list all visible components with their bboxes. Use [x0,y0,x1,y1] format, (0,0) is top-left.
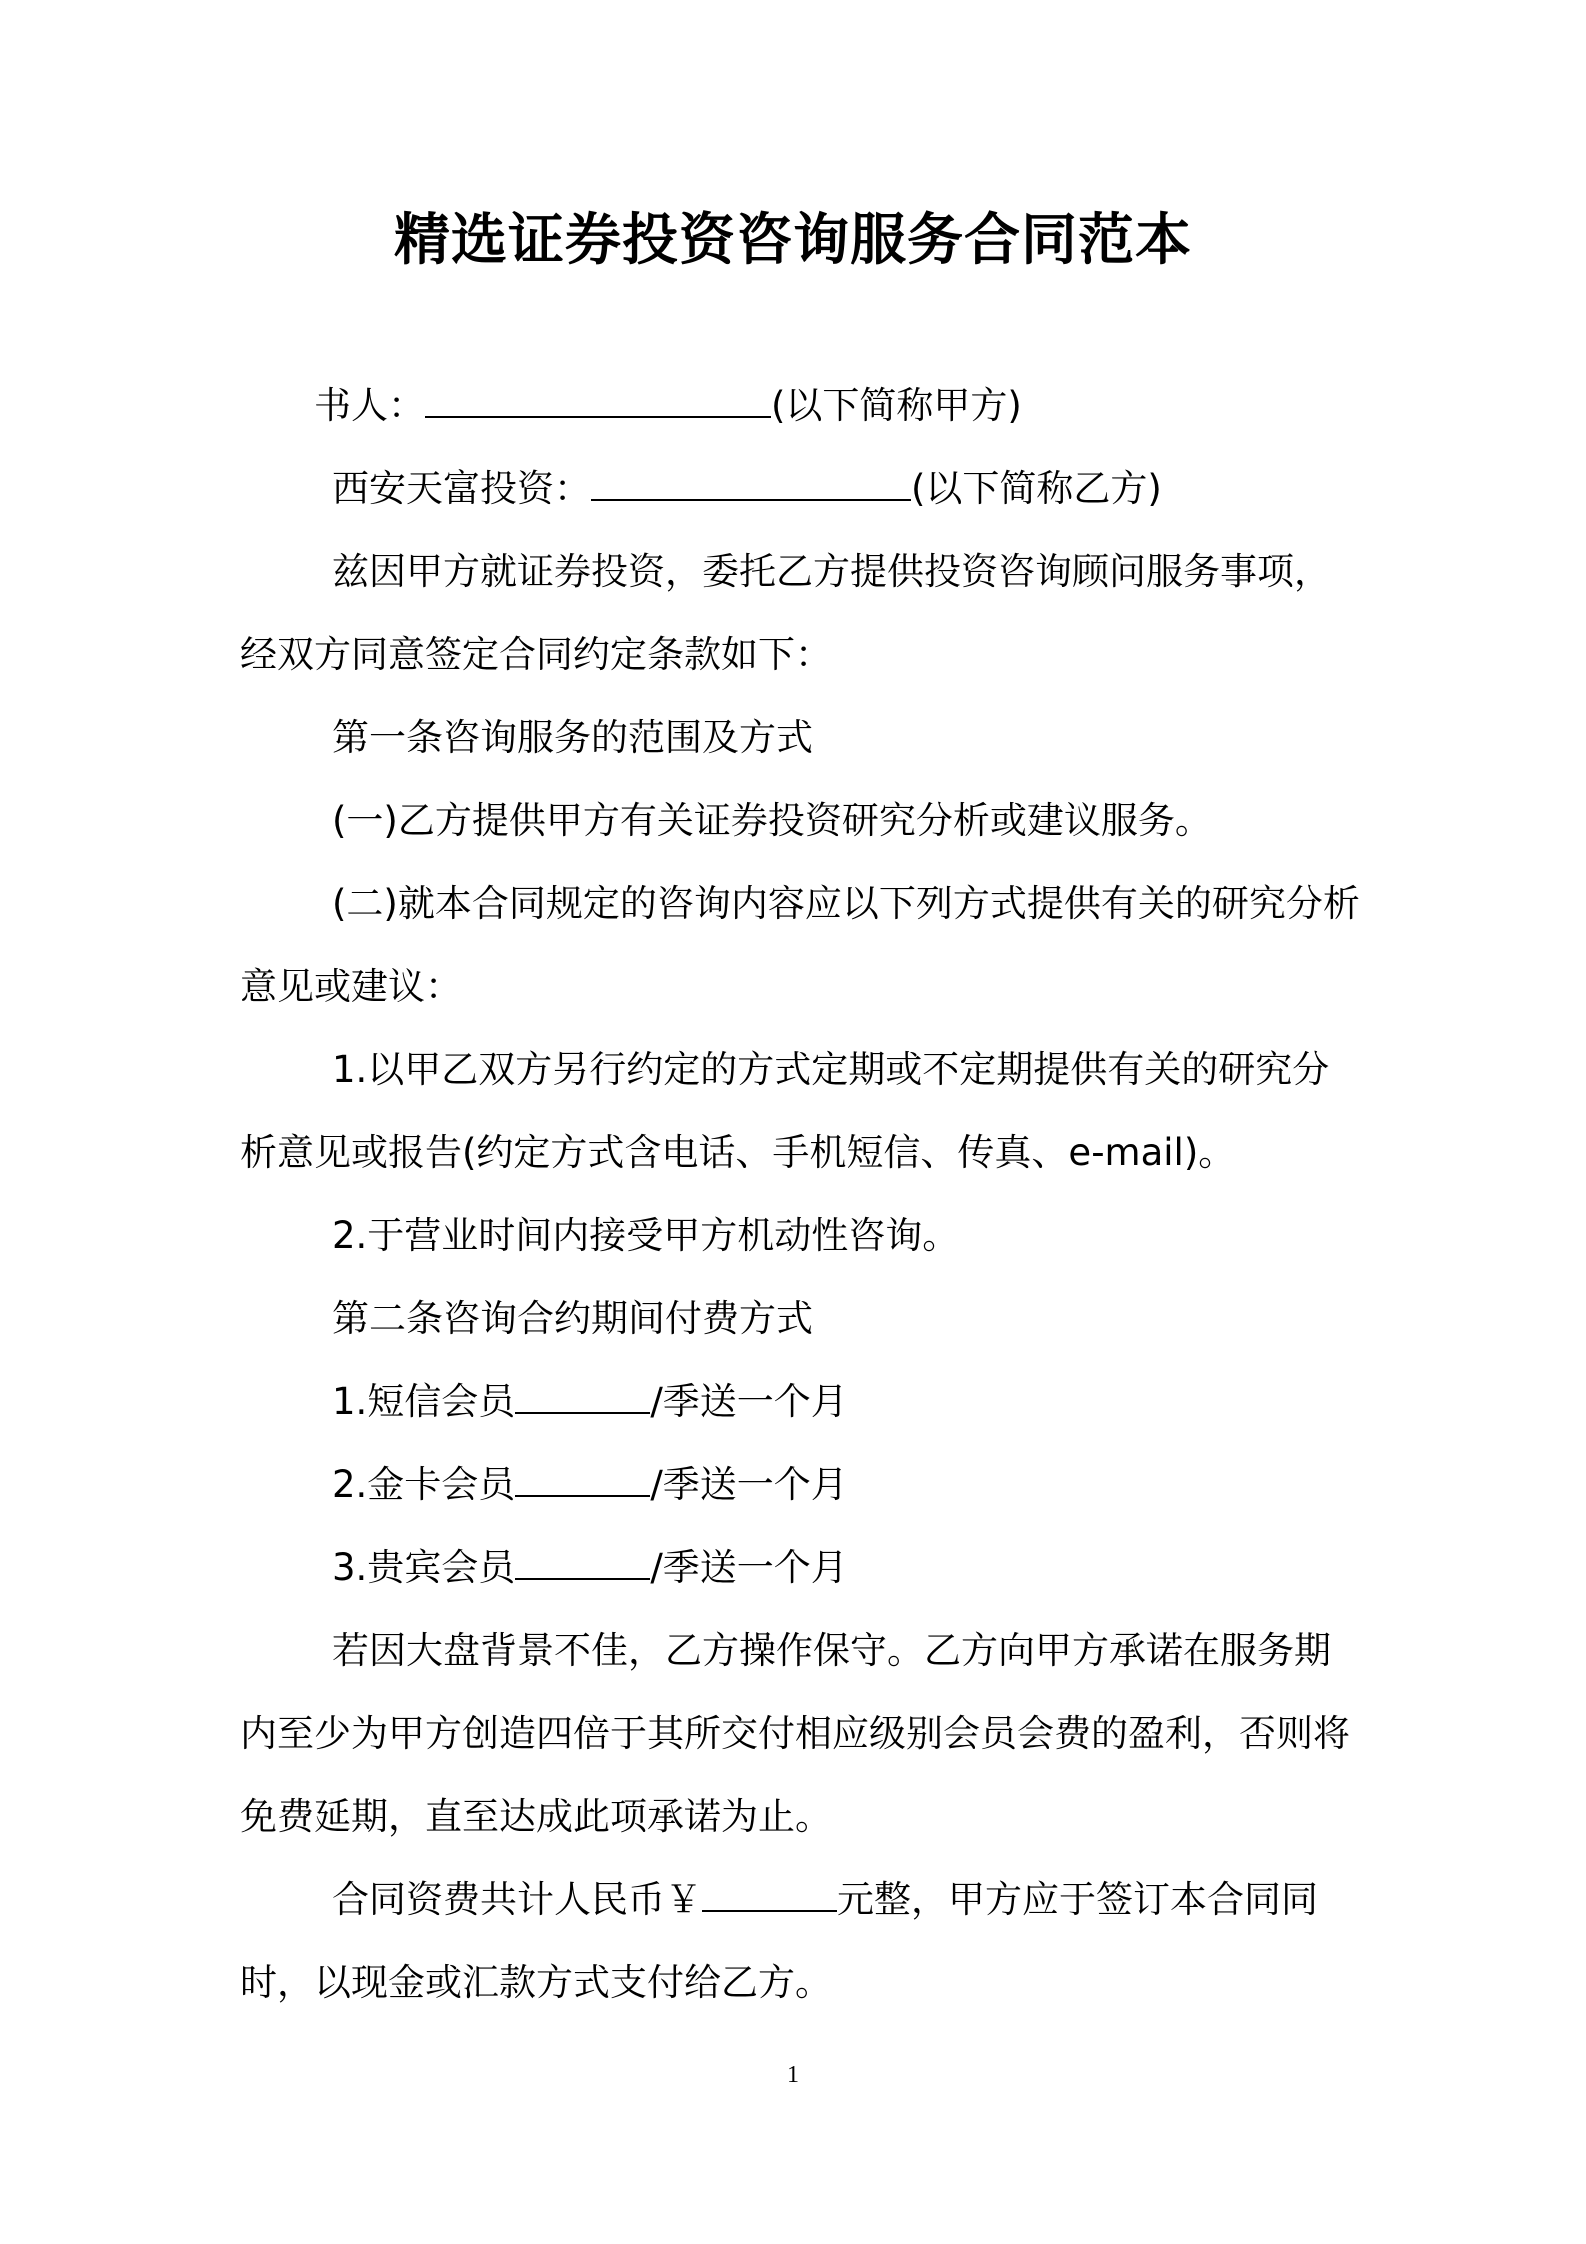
fee-suffix: /季送一个月 [650,1546,848,1589]
fee-blank [515,1465,650,1497]
fee-blank [515,1382,650,1414]
party-b-blank [591,469,911,501]
payment-blank [702,1880,837,1912]
party-a-line [240,364,1360,447]
fee-line-vip [240,1526,1360,1609]
contract-body [240,364,1360,2024]
page-number: 1 [787,2062,799,2088]
document-title: 精选证券投资咨询服务合同范本 [394,208,1192,273]
payment-suffix: 元整，甲方应于签订本合同同时，以现金或汇款方式支付给乙方。 [240,1878,1318,2004]
fee-label: 2.金卡会员 [332,1463,516,1506]
fee-line-sms [240,1360,1360,1443]
article1-sub1: 1.以甲乙双方另行约定的方式定期或不定期提供有关的研究分析意见或报告(约定方式含电话、手机短信、传真、e-mail)。 [240,1048,1330,1174]
article1-item2: (二)就本合同规定的咨询内容应以下列方式提供有关的研究分析意见或建议： [240,882,1360,1008]
article2-heading: 第二条咨询合约期间付费方式 [332,1297,813,1340]
fee-suffix: /季送一个月 [650,1380,848,1423]
preamble-paragraph: 兹因甲方就证券投资，委托乙方提供投资咨询顾问服务事项，经双方同意签定合同约定条款如下： [240,550,1331,676]
fee-suffix: /季送一个月 [650,1463,848,1506]
promise-paragraph: 若因大盘背景不佳，乙方操作保守。乙方向甲方承诺在服务期内至少为甲方创造四倍于其所交付相应级别会员会费的盈利，否则将免费延期，直至达成此项承诺为止。 [240,1629,1350,1838]
fee-blank [515,1548,650,1580]
party-a-label: 书人： [314,384,425,427]
party-b-suffix: (以下简称乙方) [911,467,1162,510]
payment-paragraph [240,1858,1360,2024]
fee-label: 3.贵宾会员 [332,1546,516,1589]
party-b-line [240,447,1360,530]
party-a-blank [425,386,771,418]
party-b-label: 西安天富投资： [332,467,591,510]
article1-item1: (一)乙方提供甲方有关证券投资研究分析或建议服务。 [332,799,1212,842]
party-a-suffix: (以下简称甲方) [771,384,1022,427]
fee-label: 1.短信会员 [332,1380,516,1423]
fee-line-gold [240,1443,1360,1526]
payment-prefix: 合同资费共计人民币￥ [332,1878,702,1921]
article1-sub2: 2.于营业时间内接受甲方机动性咨询。 [332,1214,960,1257]
article1-heading: 第一条咨询服务的范围及方式 [332,716,813,759]
